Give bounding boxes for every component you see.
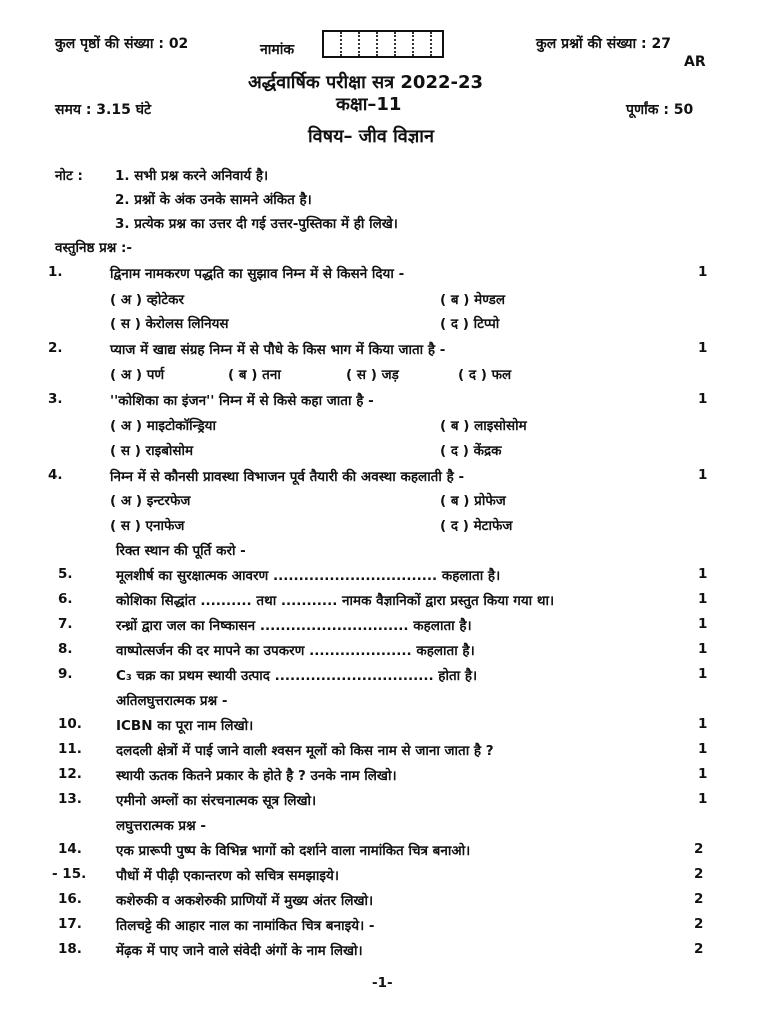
section-very-short: अतिलघुत्तरात्मक प्रश्न - xyxy=(116,693,228,709)
question-marks: 1 xyxy=(698,791,708,807)
question-marks: 1 xyxy=(698,467,708,483)
question-marks: 2 xyxy=(694,941,704,957)
roll-label: नामांक xyxy=(260,42,295,58)
question-number: 7. xyxy=(58,616,73,632)
question-marks: 2 xyxy=(694,916,704,932)
max-marks: पूर्णांक : 50 xyxy=(626,102,694,118)
question-marks: 2 xyxy=(694,866,704,882)
question-text: दलदली क्षेत्रों में पाई जाने वाली श्वसन मूलों को किस नाम से जाना जाता है ? xyxy=(116,743,494,759)
option: ( ब ) तना xyxy=(228,367,281,383)
option: ( अ ) व्होटेकर xyxy=(110,292,185,308)
option: ( स ) राइबोसोम xyxy=(110,443,194,459)
question-marks: 2 xyxy=(694,891,704,907)
question-text: तिलचट्टे की आहार नाल का नामांकित चित्र बनाइये। - xyxy=(116,918,375,934)
question-number: - 15. xyxy=(52,866,87,882)
question-text: पौधों में पीढ़ी एकान्तरण को सचित्र समझाइये। xyxy=(116,868,339,884)
question-text: प्याज में खाद्य संग्रह निम्न में से पौधे के किस भाग में किया जाता है - xyxy=(110,342,446,358)
question-text: मूलशीर्ष का सुरक्षात्मक आवरण ................................ कहलाता है। xyxy=(116,568,501,584)
question-number: 14. xyxy=(58,841,82,857)
section-objective: वस्तुनिष्ठ प्रश्न :- xyxy=(55,240,133,256)
question-number: 13. xyxy=(58,791,82,807)
question-text: कशेरुकी व अकशेरुकी प्राणियों में मुख्य अंतर लिखो। xyxy=(116,893,374,909)
option: ( अ ) पर्ण xyxy=(110,367,165,383)
question-text: स्थायी ऊतक कितने प्रकार के होते है ? उनके नाम लिखो। xyxy=(116,768,397,784)
note-item: 2. प्रश्नों के अंक उनके सामने अंकित है। xyxy=(115,192,312,208)
question-marks: 2 xyxy=(694,841,704,857)
question-text: एमीनो अम्लों का संरचनात्मक सूत्र लिखो। xyxy=(116,793,317,809)
question-number: 12. xyxy=(58,766,82,782)
paper-code: AR xyxy=(684,54,706,70)
question-number: 10. xyxy=(58,716,82,732)
question-text: निम्न में से कौनसी प्रावस्था विभाजन पूर्व तैयारी की अवस्था कहलाती है - xyxy=(110,469,465,485)
question-marks: 1 xyxy=(698,741,708,757)
option: ( स ) एनाफेज xyxy=(110,518,185,534)
question-marks: 1 xyxy=(698,340,708,356)
question-text: वाष्पोत्सर्जन की दर मापने का उपकरण .................... कहलाता है। xyxy=(116,643,475,659)
section-fill-blanks: रिक्त स्थान की पूर्ति करो - xyxy=(116,543,246,559)
option: ( अ ) माइटोकॉन्ड्रिया xyxy=(110,418,216,434)
question-number: 2. xyxy=(48,340,63,356)
question-number: 1. xyxy=(48,264,63,280)
option: ( द ) टिप्पो xyxy=(440,316,500,332)
question-marks: 1 xyxy=(698,616,708,632)
total-pages: कुल पृष्ठों की संख्या : 02 xyxy=(55,36,189,52)
question-text: ICBN का पूरा नाम लिखो। xyxy=(116,718,254,734)
question-marks: 1 xyxy=(698,666,708,682)
option: ( द ) केंद्रक xyxy=(440,443,502,459)
question-number: 9. xyxy=(58,666,73,682)
question-number: 5. xyxy=(58,566,73,582)
question-marks: 1 xyxy=(698,566,708,582)
question-marks: 1 xyxy=(698,716,708,732)
question-text: कोशिका सिद्धांत .......... तथा ........... नामक वैज्ञानिकों द्वारा प्रस्तुत किया गया था। xyxy=(116,593,555,609)
question-marks: 1 xyxy=(698,264,708,280)
option: ( द ) फल xyxy=(458,367,512,383)
question-number: 3. xyxy=(48,391,63,407)
question-marks: 1 xyxy=(698,766,708,782)
question-number: 8. xyxy=(58,641,73,657)
question-number: 11. xyxy=(58,741,82,757)
note-item: 1. सभी प्रश्न करने अनिवार्य है। xyxy=(115,168,269,184)
question-number: 6. xyxy=(58,591,73,607)
question-number: 18. xyxy=(58,941,82,957)
total-questions: कुल प्रश्नों की संख्या : 27 xyxy=(536,36,671,52)
question-text: रन्ध्रों द्वारा जल का निष्कासन ............................. कहलाता है। xyxy=(116,618,472,634)
option: ( ब ) मेण्डल xyxy=(440,292,506,308)
question-text: द्विनाम नामकरण पद्धति का सुझाव निम्न में से किसने दिया - xyxy=(110,266,405,282)
subject-label: विषय– जीव विज्ञान xyxy=(308,126,434,147)
question-text: मेंढ़क में पाए जाने वाले संवेदी अंगों के नाम लिखो। xyxy=(116,943,363,959)
question-number: 17. xyxy=(58,916,82,932)
question-marks: 1 xyxy=(698,591,708,607)
note-label: नोट : xyxy=(55,168,83,184)
class-label: कक्षा–11 xyxy=(336,94,402,115)
question-marks: 1 xyxy=(698,391,708,407)
question-number: 4. xyxy=(48,467,63,483)
option: ( द ) मेटाफेज xyxy=(440,518,513,534)
time-allowed: समय : 3.15 घंटे xyxy=(55,102,152,118)
question-text: एक प्रारूपी पुष्प के विभिन्न भागों को दर्शाने वाला नामांकित चित्र बनाओ। xyxy=(116,843,471,859)
question-text: ''कोशिका का इंजन'' निम्न में से किसे कहा जाता है - xyxy=(110,393,374,409)
page-number: -1- xyxy=(372,975,393,991)
option: ( स ) केरोलस लिनियस xyxy=(110,316,229,332)
exam-title: अर्द्धवार्षिक परीक्षा सत्र 2022-23 xyxy=(248,72,484,93)
option: ( अ ) इन्टरफेज xyxy=(110,493,191,509)
question-text: C₃ चक्र का प्रथम स्थायी उत्पाद ............................... होता है। xyxy=(116,668,478,684)
question-marks: 1 xyxy=(698,641,708,657)
option: ( ब ) प्रोफेज xyxy=(440,493,506,509)
roll-number-box xyxy=(322,30,444,58)
section-short: लघुत्तरात्मक प्रश्न - xyxy=(116,818,206,834)
option: ( ब ) लाइसोसोम xyxy=(440,418,527,434)
option: ( स ) जड़ xyxy=(346,367,399,383)
question-number: 16. xyxy=(58,891,82,907)
note-item: 3. प्रत्येक प्रश्न का उत्तर दी गई उत्तर-पुस्तिका में ही लिखे। xyxy=(115,216,398,232)
